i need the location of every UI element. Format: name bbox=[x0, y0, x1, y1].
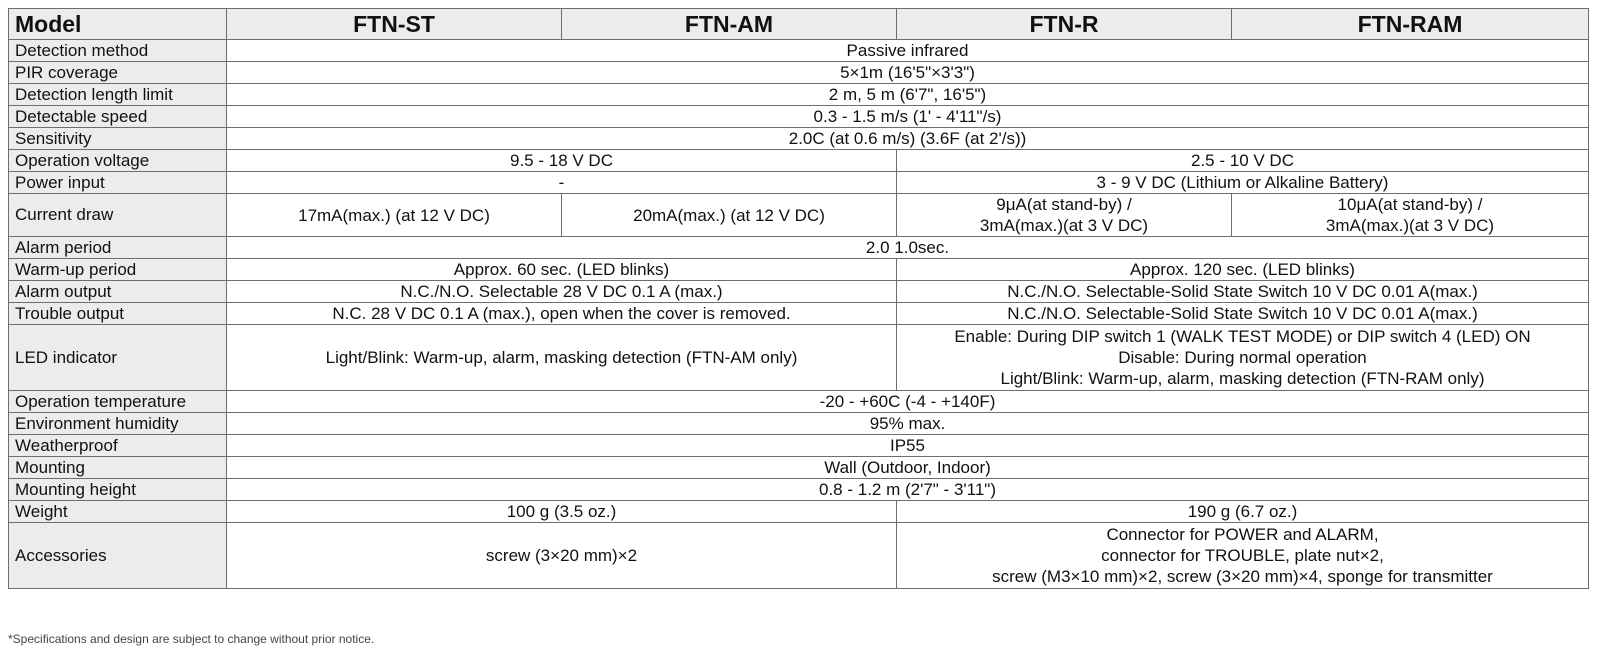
footnote: *Specifications and design are subject to change without prior notice. bbox=[8, 632, 375, 646]
spec-row bbox=[9, 84, 1589, 106]
spec-label: PIR coverage bbox=[9, 62, 227, 84]
spec-value: 95% max. bbox=[227, 413, 1589, 435]
spec-value: 2.5 - 10 V DC bbox=[897, 150, 1589, 172]
spec-label: Current draw bbox=[9, 194, 227, 237]
spec-value: 0.8 - 1.2 m (2'7" - 3'11") bbox=[227, 479, 1589, 501]
spec-value: IP55 bbox=[227, 435, 1589, 457]
spec-label: Warm-up period bbox=[9, 259, 227, 281]
spec-value: Approx. 120 sec. (LED blinks) bbox=[897, 259, 1589, 281]
spec-row bbox=[9, 128, 1589, 150]
spec-row bbox=[9, 479, 1589, 501]
spec-value: screw (3×20 mm)×2 bbox=[227, 523, 897, 589]
spec-row bbox=[9, 523, 1589, 589]
spec-value: Passive infrared bbox=[227, 40, 1589, 62]
model-ftn-st: FTN-ST bbox=[227, 9, 562, 40]
spec-label: Alarm period bbox=[9, 237, 227, 259]
spec-value: Connector for POWER and ALARM, connector for TROUBLE, plate nut×2, screw (M3×10 mm)×2, screw (3×20 mm)×4, sponge for transmitter bbox=[897, 523, 1589, 589]
spec-label: Detectable speed bbox=[9, 106, 227, 128]
header-row bbox=[9, 9, 1589, 40]
spec-value: 2.0 1.0sec. bbox=[227, 237, 1589, 259]
spec-value: Light/Blink: Warm-up, alarm, masking detection (FTN-AM only) bbox=[227, 325, 897, 391]
spec-value: 0.3 - 1.5 m/s (1' - 4'11"/s) bbox=[227, 106, 1589, 128]
spec-row bbox=[9, 501, 1589, 523]
spec-value: N.C./N.O. Selectable 28 V DC 0.1 A (max.) bbox=[227, 281, 897, 303]
spec-value: - bbox=[227, 172, 897, 194]
spec-row bbox=[9, 325, 1589, 391]
model-ftn-ram: FTN-RAM bbox=[1232, 9, 1589, 40]
spec-row bbox=[9, 62, 1589, 84]
spec-value: N.C./N.O. Selectable-Solid State Switch 10 V DC 0.01 A(max.) bbox=[897, 303, 1589, 325]
spec-label: LED indicator bbox=[9, 325, 227, 391]
spec-value: Approx. 60 sec. (LED blinks) bbox=[227, 259, 897, 281]
model-ftn-r: FTN-R bbox=[897, 9, 1232, 40]
spec-label: Accessories bbox=[9, 523, 227, 589]
spec-value: 3 - 9 V DC (Lithium or Alkaline Battery) bbox=[897, 172, 1589, 194]
spec-value: 17mA(max.) (at 12 V DC) bbox=[227, 194, 562, 237]
spec-row bbox=[9, 237, 1589, 259]
model-header: Model bbox=[9, 9, 227, 40]
spec-value: 2.0C (at 0.6 m/s) (3.6F (at 2'/s)) bbox=[227, 128, 1589, 150]
spec-value: N.C. 28 V DC 0.1 A (max.), open when the cover is removed. bbox=[227, 303, 897, 325]
spec-label: Alarm output bbox=[9, 281, 227, 303]
spec-value: 5×1m (16'5"×3'3") bbox=[227, 62, 1589, 84]
spec-row bbox=[9, 303, 1589, 325]
spec-value: -20 - +60C (-4 - +140F) bbox=[227, 391, 1589, 413]
spec-label: Detection method bbox=[9, 40, 227, 62]
spec-value: Wall (Outdoor, Indoor) bbox=[227, 457, 1589, 479]
spec-value: Enable: During DIP switch 1 (WALK TEST MODE) or DIP switch 4 (LED) ON Disable: During normal operation Light/Blink: Warm-up, alarm, masking detection (FTN-RAM only) bbox=[897, 325, 1589, 391]
spec-value: 190 g (6.7 oz.) bbox=[897, 501, 1589, 523]
spec-value: 10μA(at stand-by) / 3mA(max.)(at 3 V DC) bbox=[1232, 194, 1589, 237]
spec-value: 20mA(max.) (at 12 V DC) bbox=[562, 194, 897, 237]
spec-table bbox=[8, 8, 1589, 589]
spec-label: Weight bbox=[9, 501, 227, 523]
spec-row bbox=[9, 172, 1589, 194]
spec-label: Mounting height bbox=[9, 479, 227, 501]
spec-value: 9μA(at stand-by) / 3mA(max.)(at 3 V DC) bbox=[897, 194, 1232, 237]
spec-value: 2 m, 5 m (6'7", 16'5") bbox=[227, 84, 1589, 106]
spec-label: Weatherproof bbox=[9, 435, 227, 457]
spec-label: Environment humidity bbox=[9, 413, 227, 435]
spec-label: Operation voltage bbox=[9, 150, 227, 172]
spec-label: Sensitivity bbox=[9, 128, 227, 150]
spec-row bbox=[9, 435, 1589, 457]
spec-value: N.C./N.O. Selectable-Solid State Switch 10 V DC 0.01 A(max.) bbox=[897, 281, 1589, 303]
spec-row bbox=[9, 457, 1589, 479]
spec-row bbox=[9, 281, 1589, 303]
spec-row bbox=[9, 40, 1589, 62]
spec-label: Operation temperature bbox=[9, 391, 227, 413]
spec-label: Detection length limit bbox=[9, 84, 227, 106]
spec-label: Power input bbox=[9, 172, 227, 194]
spec-row bbox=[9, 150, 1589, 172]
spec-value: 100 g (3.5 oz.) bbox=[227, 501, 897, 523]
spec-row bbox=[9, 391, 1589, 413]
spec-row bbox=[9, 194, 1589, 237]
spec-value: 9.5 - 18 V DC bbox=[227, 150, 897, 172]
spec-row bbox=[9, 106, 1589, 128]
model-ftn-am: FTN-AM bbox=[562, 9, 897, 40]
spec-row bbox=[9, 259, 1589, 281]
spec-row bbox=[9, 413, 1589, 435]
spec-label: Mounting bbox=[9, 457, 227, 479]
spec-label: Trouble output bbox=[9, 303, 227, 325]
